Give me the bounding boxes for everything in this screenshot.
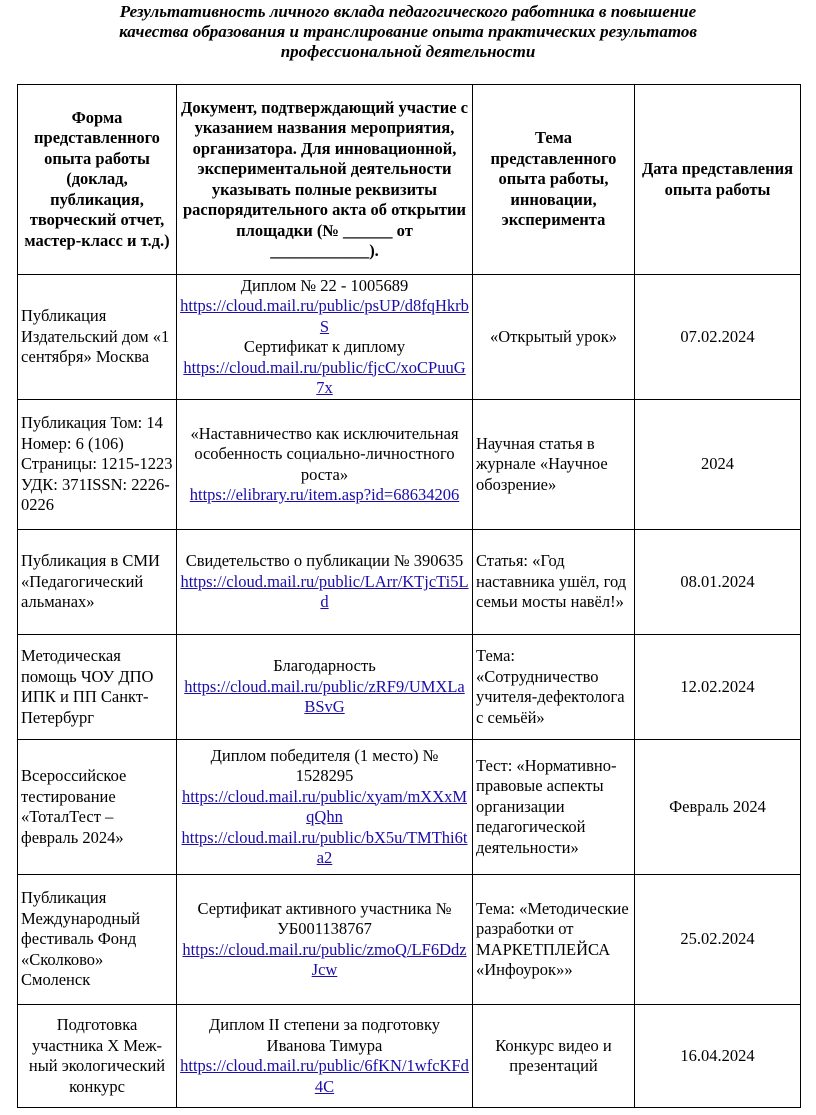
header-topic: Тема представленного опыта работы, инновации, эксперимента bbox=[473, 85, 635, 275]
document-link[interactable]: https://elibrary.ru/item.asp?id=68634206 bbox=[189, 485, 460, 504]
document-text: Диплом № 22 - 1005689 bbox=[240, 275, 409, 295]
cell-topic: Конкурс видео и презентаций bbox=[473, 1005, 635, 1108]
cell-form: Публикация Том: 14 Номер: 6 (106) Страницы: 1215-1223 УДК: 371ISSN: 2226-0226 bbox=[18, 400, 177, 530]
cell-form: Публикация Издательский дом «1 сентября» Москва bbox=[18, 275, 177, 400]
document-text: «Наставничество как исключительная особенность социально-личностного роста» bbox=[190, 423, 459, 484]
header-date: Дата представления опыта работы bbox=[635, 85, 801, 275]
table-row bbox=[18, 275, 801, 400]
document-text: Свидетельство о публикации № 390635 bbox=[185, 551, 464, 571]
table-row bbox=[18, 875, 801, 1005]
cell-date: 07.02.2024 bbox=[635, 275, 801, 400]
document-text: Диплом II степени за подготовку Иванова Тимура bbox=[209, 1015, 440, 1055]
cell-topic: Тест: «Нормативно-правовые аспекты организации педагогической деятельности» bbox=[473, 740, 635, 875]
cell-date: 2024 bbox=[635, 400, 801, 530]
cell-document bbox=[177, 875, 473, 1005]
header-form: Форма представленного опыта работы (доклад, публикация, творческий отчет, мастер-класс и т.д.) bbox=[18, 85, 177, 275]
table-header-row bbox=[18, 85, 801, 275]
table-row bbox=[18, 530, 801, 635]
document-link[interactable]: https://cloud.mail.ru/public/zmoQ/LF6DdzJcw bbox=[182, 939, 467, 979]
cell-document bbox=[177, 400, 473, 530]
document-link[interactable]: https://cloud.mail.ru/public/bX5u/TMThi6ta2 bbox=[181, 827, 468, 867]
cell-form: Публикация в СМИ «Педагогический альманах» bbox=[18, 530, 177, 635]
cell-form: Методическая помощь ЧОУ ДПО ИПК и ПП Санкт-Петербург bbox=[18, 635, 177, 740]
table-row bbox=[18, 400, 801, 530]
document-text: Сертификат активного участника № УБ001138767 bbox=[197, 898, 452, 938]
document-link[interactable]: https://cloud.mail.ru/public/xyam/mXXxMqQhn bbox=[181, 786, 468, 826]
cell-topic: Тема: «Сотрудничество учителя-дефектолога с семьёй» bbox=[473, 635, 635, 740]
cell-date: 16.04.2024 bbox=[635, 1005, 801, 1108]
header-document: Документ, подтверждающий участие с указанием названия мероприятия, организатора. Для инновационной, экспериментальной деятельности указывать полные реквизиты распорядительного акта об открытии площадки (№ ______ от ____________). bbox=[177, 85, 473, 275]
title-line: качества образования и транслирование опыта практических результатов bbox=[119, 22, 697, 41]
cell-form: Публикация Международный фестиваль Фонд «Сколково» Смоленск bbox=[18, 875, 177, 1005]
table-row bbox=[18, 1005, 801, 1108]
cell-date: 12.02.2024 bbox=[635, 635, 801, 740]
cell-date: 08.01.2024 bbox=[635, 530, 801, 635]
cell-form: Подготовка участника Х Меж-ный экологический конкурс bbox=[18, 1005, 177, 1108]
table-row bbox=[18, 740, 801, 875]
cell-topic: «Открытый урок» bbox=[473, 275, 635, 400]
cell-date: 25.02.2024 bbox=[635, 875, 801, 1005]
document-link[interactable]: https://cloud.mail.ru/public/6fKN/1wfcKFd4C bbox=[180, 1056, 469, 1096]
experience-table bbox=[17, 84, 801, 1108]
cell-form: Всероссийское тестирование «ТоталТест – февраль 2024» bbox=[18, 740, 177, 875]
cell-date: Февраль 2024 bbox=[635, 740, 801, 875]
document-link[interactable]: https://cloud.mail.ru/public/psUP/d8fqHkrbS bbox=[180, 296, 469, 336]
title-line: Результативность личного вклада педагогического работника в повышение bbox=[119, 2, 697, 21]
cell-topic: Тема: «Методические разработки от МАРКЕТПЛЕЙСА «Инфоурок»» bbox=[473, 875, 635, 1005]
cell-topic: Статья: «Год наставника ушёл, год семьи мосты навёл!» bbox=[473, 530, 635, 635]
cell-document bbox=[177, 530, 473, 635]
page-title bbox=[20, 2, 796, 62]
document-text: Благодарность bbox=[273, 656, 376, 676]
document-link[interactable]: https://cloud.mail.ru/public/LArr/KTjcTi5Ld bbox=[180, 571, 469, 612]
document-link[interactable]: https://cloud.mail.ru/public/zRF9/UMXLaBSvG bbox=[184, 676, 465, 717]
cell-document bbox=[177, 275, 473, 400]
document-text: Диплом победителя (1 место) № 1528295 bbox=[210, 745, 439, 785]
cell-document bbox=[177, 740, 473, 875]
document-text: Сертификат к диплому bbox=[243, 337, 406, 356]
cell-document bbox=[177, 1005, 473, 1108]
document-link[interactable]: https://cloud.mail.ru/public/fjcC/xoCPuuG7x bbox=[183, 357, 466, 397]
cell-document bbox=[177, 635, 473, 740]
table-row bbox=[18, 635, 801, 740]
title-line: профессиональной деятельности bbox=[280, 42, 536, 61]
cell-topic: Научная статья в журнале «Научное обозрение» bbox=[473, 400, 635, 530]
